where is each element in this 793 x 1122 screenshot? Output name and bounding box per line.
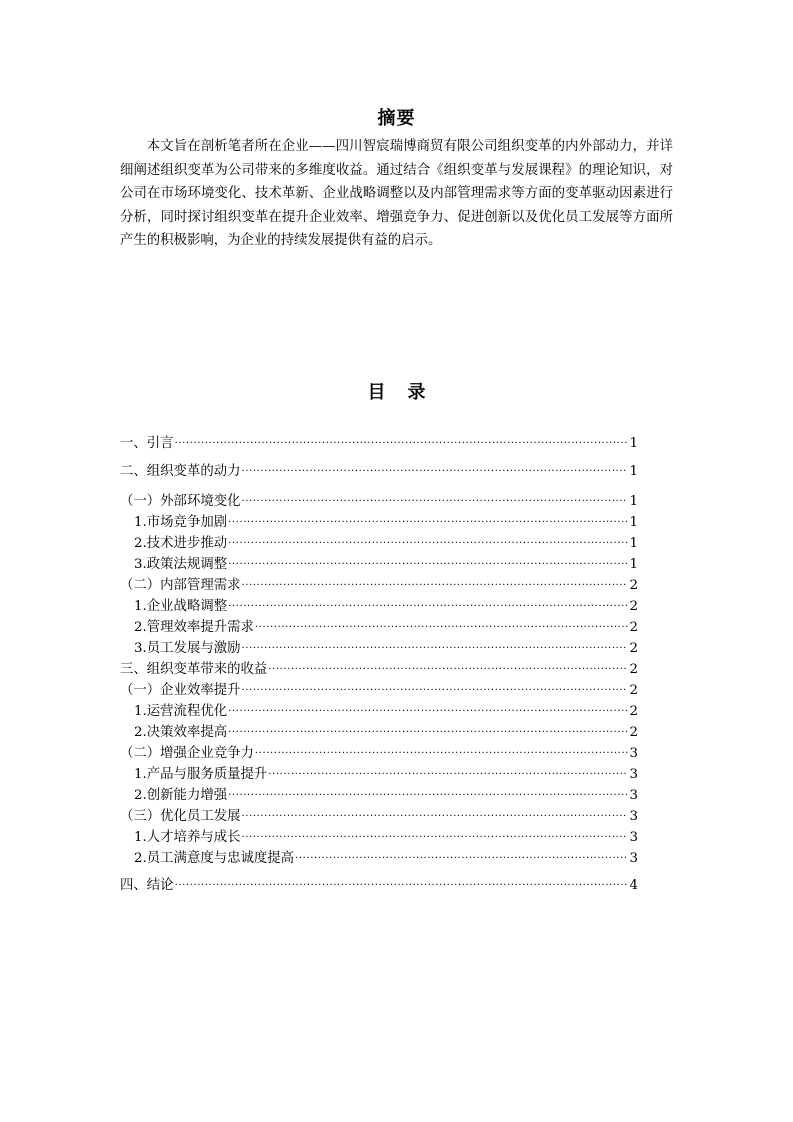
toc-entry-label: 2.员工满意度与忠诚度提高 <box>134 851 295 866</box>
toc-entry-label: 2.决策效率提高 <box>134 725 228 740</box>
toc-heading <box>0 378 793 404</box>
toc-entry-label: 四、结论 <box>120 878 174 893</box>
abstract-heading: 摘要 <box>377 108 416 129</box>
toc-entry-page-number: 1 <box>629 436 638 451</box>
toc-entry-label: 2.管理效率提升需求 <box>134 620 254 635</box>
toc-entry-label: （一）外部环境变化 <box>120 494 241 509</box>
toc-leader-dots <box>242 807 629 827</box>
toc-leader-dots <box>228 723 628 743</box>
toc-heading-char-2: 录 <box>407 382 426 403</box>
toc-leader-dots <box>268 765 628 785</box>
toc-entry-label: 2.创新能力增强 <box>134 788 228 803</box>
toc-leader-dots <box>175 876 629 896</box>
toc-entry-page-number: 2 <box>629 725 638 740</box>
toc-leader-dots <box>242 492 629 512</box>
toc-entry[interactable] <box>120 639 638 659</box>
toc-leader-dots <box>295 849 628 869</box>
toc-entry-page-number: 4 <box>629 878 638 893</box>
toc-leader-dots <box>242 639 629 659</box>
toc-entry-label: （二）增强企业竞争力 <box>120 746 254 761</box>
toc-entry-label: （二）内部管理需求 <box>120 578 241 593</box>
toc-entry[interactable] <box>120 876 638 896</box>
toc-leader-dots <box>228 786 628 806</box>
toc-entry-page-number: 3 <box>629 851 638 866</box>
toc-entry[interactable] <box>120 702 638 722</box>
toc-entry-label: 1.人才培养与成长 <box>134 830 241 845</box>
toc-entry[interactable] <box>120 828 638 848</box>
toc-entry-label: 3.员工发展与激励 <box>134 641 241 656</box>
toc-entry-label: 3.政策法规调整 <box>134 557 228 572</box>
toc-entry[interactable] <box>120 618 638 638</box>
toc-entry-page-number: 1 <box>629 515 638 530</box>
toc-entry-page-number: 1 <box>629 536 638 551</box>
toc-entry-page-number: 2 <box>629 641 638 656</box>
toc-leader-dots <box>255 618 629 638</box>
toc-leader-dots <box>228 534 628 554</box>
toc-entry[interactable] <box>120 723 638 743</box>
toc-entry-page-number: 2 <box>629 578 638 593</box>
toc-entry-label: 一、引言 <box>120 436 174 451</box>
toc-entry[interactable] <box>120 576 638 596</box>
toc-entry[interactable] <box>120 849 638 869</box>
toc-leader-dots <box>228 597 628 617</box>
toc-entry-page-number: 1 <box>629 557 638 572</box>
toc-entry-label: （三）优化员工发展 <box>120 809 241 824</box>
toc-entry[interactable] <box>120 744 638 764</box>
toc-entry-page-number: 3 <box>629 830 638 845</box>
toc-entry-page-number: 1 <box>629 464 638 479</box>
toc-entry-page-number: 3 <box>629 809 638 824</box>
toc-entry-page-number: 2 <box>629 683 638 698</box>
toc-leader-dots <box>228 702 628 722</box>
toc-entry-page-number: 2 <box>629 662 638 677</box>
toc-entry[interactable] <box>120 534 638 554</box>
toc-leader-dots <box>242 462 629 482</box>
toc-entry-page-number: 1 <box>629 494 638 509</box>
toc-entry-label: 1.企业战略调整 <box>134 599 228 614</box>
toc-entry-page-number: 3 <box>629 767 638 782</box>
toc-heading-char-1: 目 <box>367 382 386 403</box>
toc-leader-dots <box>242 576 629 596</box>
toc-entry[interactable] <box>120 660 638 680</box>
toc-entry[interactable] <box>120 492 638 512</box>
toc-entry[interactable] <box>120 681 638 701</box>
toc-entry-label: 1.运营流程优化 <box>134 704 228 719</box>
toc-entry[interactable] <box>120 765 638 785</box>
toc-entry-label: 1.市场竞争加剧 <box>134 515 228 530</box>
toc-leader-dots <box>268 660 628 680</box>
toc-entry-page-number: 3 <box>629 788 638 803</box>
toc-leader-dots <box>175 434 629 454</box>
toc-entry-label: 2.技术进步推动 <box>134 536 228 551</box>
toc-entry[interactable] <box>120 434 638 454</box>
toc-entry[interactable] <box>120 513 638 533</box>
toc-leader-dots <box>228 555 628 575</box>
toc-entry[interactable] <box>120 786 638 806</box>
toc-entry[interactable] <box>120 597 638 617</box>
toc-leader-dots <box>228 513 628 533</box>
toc-leader-dots <box>242 828 629 848</box>
toc-leader-dots <box>255 744 629 764</box>
toc-entry-page-number: 2 <box>629 599 638 614</box>
toc-entry-label: 1.产品与服务质量提升 <box>134 767 268 782</box>
toc-entry[interactable] <box>120 462 638 482</box>
abstract-paragraph: 本文旨在剖析笔者所在企业——四川智宸瑞博商贸有限公司组织变革的内外部动力，并详细阐述组织变革为公司带来的多维度收益。通过结合《组织变革与发展课程》的理论知识，对公司在市场环境变化、技术革新、企业战略调整以及内部管理需求等方面的变革驱动因素进行分析，同时探讨组织变革在提升企业效率、增强竞争力、促进创新以及优化员工发展等方面所产生的积极影响，为企业的持续发展提供有益的启示。 <box>120 139 673 248</box>
toc-entry-label: 二、组织变革的动力 <box>120 464 241 479</box>
toc-entry[interactable] <box>120 555 638 575</box>
toc-leader-dots <box>242 681 629 701</box>
toc-entry-label: 三、组织变革带来的收益 <box>120 662 268 677</box>
toc-entry[interactable] <box>120 807 638 827</box>
toc-entry-page-number: 2 <box>629 620 638 635</box>
toc-entry-label: （一）企业效率提升 <box>120 683 241 698</box>
toc-entry-page-number: 3 <box>629 746 638 761</box>
toc-entry-page-number: 2 <box>629 704 638 719</box>
